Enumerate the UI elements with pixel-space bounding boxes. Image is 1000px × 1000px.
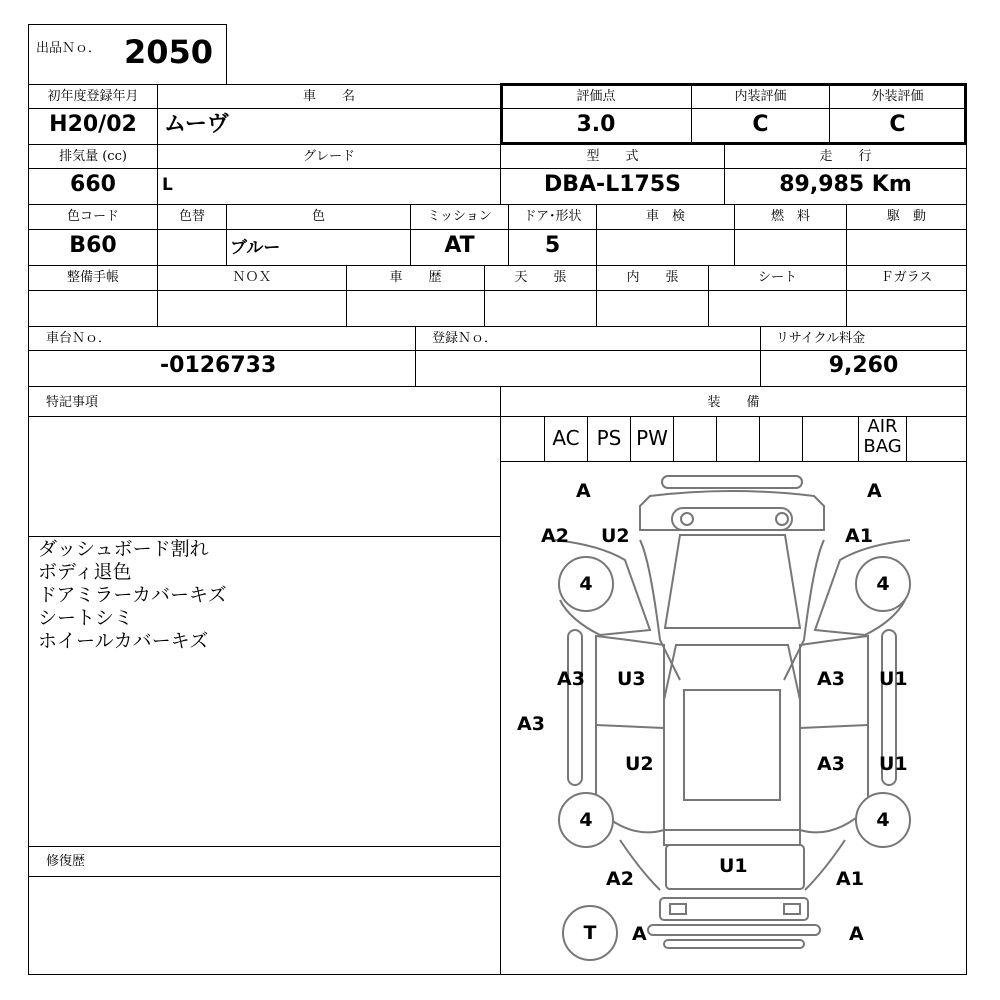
model-label: 型 式 (586, 149, 639, 164)
nox-label: ＮＯＸ (232, 270, 272, 285)
repair-label: 修復歴 (46, 854, 86, 869)
history-label: 車 歴 (389, 270, 442, 285)
mission-value: AT (444, 233, 475, 258)
car-name-label: 車 名 (302, 89, 355, 104)
mark-left-side: A3 (517, 713, 545, 735)
mark-tire-rl: 4 (579, 809, 593, 831)
fuel-label: 燃 料 (770, 209, 810, 224)
mark-left-door-a3: A3 (557, 668, 585, 690)
mark-rear-left-a2: A2 (606, 868, 634, 890)
interior-value: C (752, 112, 769, 137)
mark-rear-bumper-right: A (849, 923, 864, 945)
mark-left-front-fender: A2 (541, 525, 569, 547)
note-line: ボディ退色 (38, 561, 132, 583)
note-line: ドアミラーカバーキズ (38, 584, 227, 606)
mark-right-door-a3: A3 (817, 668, 845, 690)
door-value: 5 (544, 233, 561, 258)
equipment-pw: PW (636, 426, 668, 450)
color-code-value: B60 (69, 233, 117, 258)
mileage-label: 走 行 (819, 149, 872, 164)
mileage-value: 89,985 Km (779, 172, 912, 197)
mark-spare-tire: T (583, 922, 597, 944)
recycle-value: 9,260 (828, 353, 899, 378)
mark-right-rear-door-u1: U1 (879, 753, 908, 775)
grade-label: グレード (302, 149, 355, 164)
mark-tire-fr: 4 (876, 573, 890, 595)
note-line: シートシミ (38, 607, 134, 629)
score-label: 評価点 (576, 89, 616, 104)
maintenance-label: 整備手帳 (66, 270, 119, 285)
lot-number: 2050 (124, 34, 214, 70)
equipment-label: 装 備 (707, 395, 760, 410)
color-change-label: 色替 (178, 209, 205, 224)
fglass-label: Ｆガラス (880, 270, 933, 285)
interior-trim-label: 内 張 (626, 270, 679, 285)
drive-label: 駆 動 (886, 209, 926, 224)
sunroof-label: 天 張 (514, 270, 567, 285)
inspection-label: 車 検 (645, 209, 685, 224)
mark-rear-bumper-left: A (632, 923, 647, 945)
mission-label: ミッション (427, 209, 492, 224)
displacement-value: 660 (70, 172, 116, 197)
first-reg-label: 初年度登録年月 (47, 89, 139, 104)
mark-front-left: A (576, 480, 591, 502)
equipment-ps: PS (596, 426, 622, 450)
mark-right-rear-door-a3: A3 (817, 753, 845, 775)
exterior-label: 外装評価 (871, 89, 924, 104)
grade-value: L (162, 175, 173, 195)
equipment-ac: AC (552, 426, 580, 450)
score-value: 3.0 (576, 112, 616, 137)
notes-label: 特記事項 (46, 395, 99, 410)
mark-tire-rr: 4 (876, 809, 890, 831)
lot-label: 出品Ｎｏ． (36, 41, 102, 56)
mark-right-door-u1: U1 (879, 668, 908, 690)
car-name-value: ムーヴ (164, 112, 229, 137)
mark-rear-u1: U1 (719, 855, 748, 877)
recycle-label: リサイクル料金 (776, 331, 866, 346)
note-line: ホイールカバーキズ (38, 630, 209, 652)
mark-left-door-u3: U3 (617, 668, 646, 690)
model-value: DBA-L175S (544, 172, 681, 197)
chassis-label: 車台Ｎｏ． (46, 331, 112, 346)
tire-circles (559, 557, 910, 960)
exterior-value: C (889, 112, 906, 137)
note-line: ダッシュボード割れ (38, 538, 209, 560)
mark-left-rear-door: U2 (625, 753, 654, 775)
color-label: 色 (311, 209, 325, 224)
reg-label: 登録Ｎｏ． (432, 331, 498, 346)
mark-front-right: A (867, 480, 882, 502)
interior-label: 内装評価 (734, 89, 787, 104)
first-reg-value: H20/02 (49, 112, 137, 137)
equipment-airbag-1: AIR (867, 416, 898, 437)
color-value: ブルー (230, 238, 281, 258)
mark-tire-fl: 4 (579, 573, 593, 595)
seat-label: シート (757, 270, 797, 285)
door-label: ドア･形状 (523, 209, 582, 224)
mark-right-front-fender: A1 (845, 525, 873, 547)
displacement-label: 排気量 (cc) (59, 149, 127, 164)
mark-hood-left: U2 (601, 525, 630, 547)
mark-rear-right-a1: A1 (836, 868, 864, 890)
chassis-value: -0126733 (160, 353, 277, 378)
equipment-airbag-2: BAG (863, 436, 902, 457)
color-code-label: 色コード (66, 209, 119, 224)
